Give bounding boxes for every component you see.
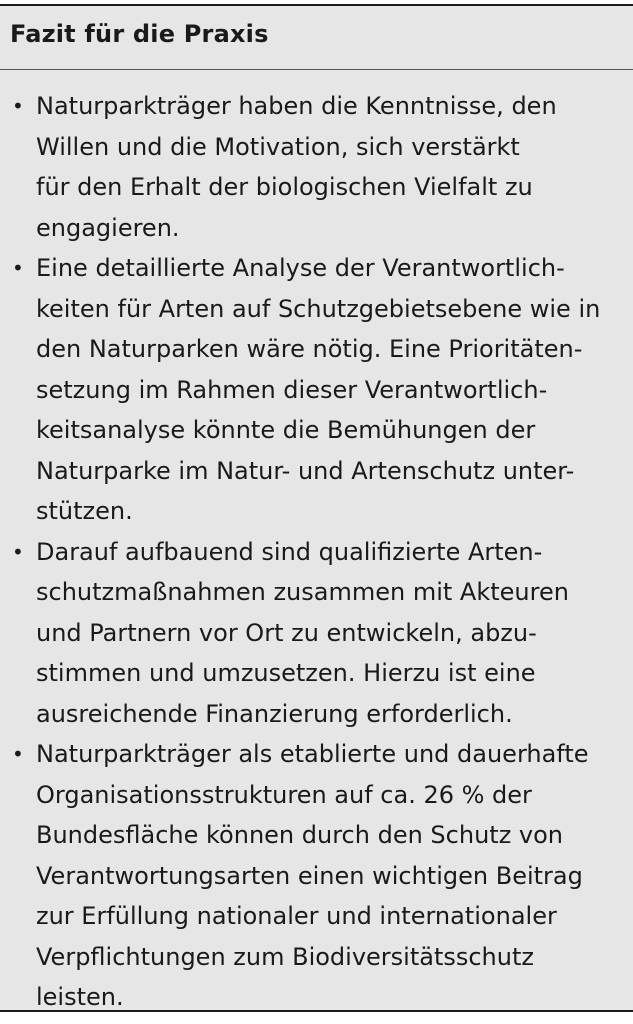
list-item	[12, 734, 625, 1018]
text-line: Verpflichtungen zum Biodiversitätsschutz	[36, 942, 534, 971]
text-line: setzung im Rahmen dieser Verantwortlich-	[36, 375, 548, 404]
list-item	[12, 248, 625, 532]
text-line: Darauf aufbauend sind qualifizierte Arten-	[36, 537, 543, 566]
bullet-icon: •	[12, 539, 24, 564]
text-line: keiten für Arten auf Schutzgebietsebene wie in	[36, 294, 601, 323]
text-line: und Partnern vor Ort zu entwickeln, abzu-	[36, 618, 537, 647]
practice-summary-box	[0, 4, 633, 1012]
text-line: Naturparkträger haben die Kenntnisse, den	[36, 92, 557, 120]
text-line: Naturparkträger als etablierte und dauerhafte	[36, 740, 589, 768]
text-line: Naturparke im Natur- und Artenschutz unter-	[36, 456, 575, 485]
text-line: Organisationsstrukturen auf ca. 26 % der	[36, 780, 532, 809]
summary-list	[0, 70, 633, 1018]
text-line: ausreichende Finanzierung erforderlich.	[36, 699, 513, 728]
text-line: leisten.	[36, 983, 124, 1011]
text-line: Willen und die Motivation, sich verstärkt	[36, 132, 520, 161]
text-line: für den Erhalt der biologischen Vielfalt zu	[36, 173, 533, 201]
text-line: keitsanalyse könnte die Bemühungen der	[36, 416, 536, 444]
list-item	[12, 86, 625, 248]
bullet-icon: •	[12, 94, 24, 118]
box-title: Fazit für die Praxis	[0, 6, 633, 70]
bullet-icon: •	[12, 742, 24, 766]
text-line: Eine detaillierte Analyse der Verantwortlich-	[36, 254, 565, 282]
text-line: stützen.	[36, 497, 133, 525]
bullet-icon: •	[12, 256, 24, 280]
text-line: engagieren.	[36, 213, 180, 242]
text-line: stimmen und umzusetzen. Hierzu ist eine	[36, 659, 536, 687]
text-line: schutzmaßnahmen zusammen mit Akteuren	[36, 578, 569, 606]
text-line: Bundesfläche können durch den Schutz von	[36, 821, 564, 849]
text-line: Verantwortungsarten einen wichtigen Beitrag	[36, 861, 583, 890]
text-line: den Naturparken wäre nötig. Eine Prioritäten-	[36, 335, 583, 363]
text-line: zur Erfüllung nationaler und internationaler	[36, 902, 557, 930]
list-item	[12, 532, 625, 735]
